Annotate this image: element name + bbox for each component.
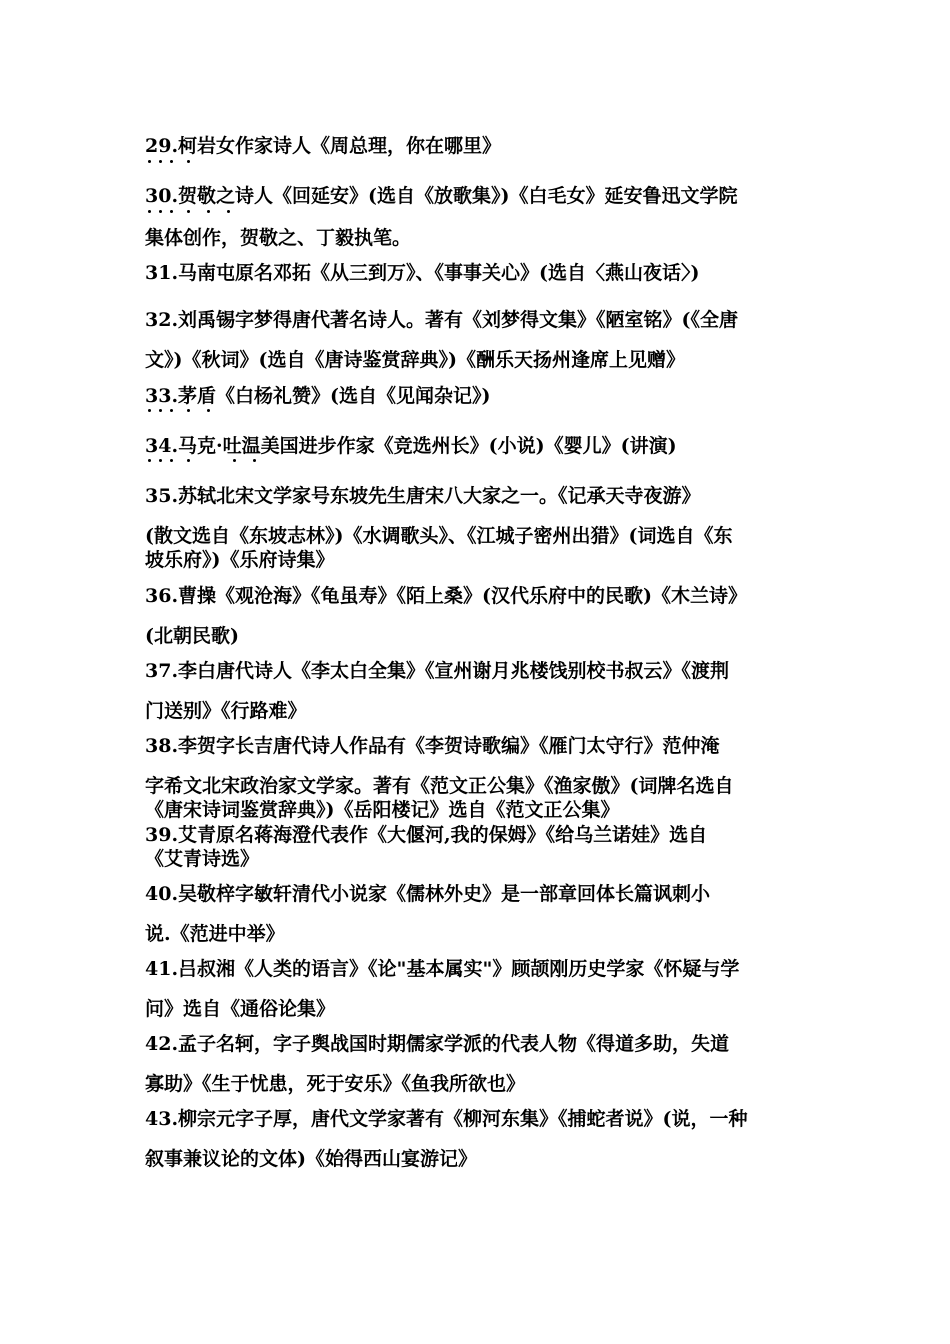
entry-32: 32.刘禹锡字梦得唐代著名诗人。著有《刘梦得文集》《陋室铭》(《全唐	[145, 309, 739, 331]
entry-35: 35.苏轼北宋文学家号东坡先生唐宋八大家之一。《记承天寺夜游》	[145, 485, 701, 507]
entry-29: 29.柯岩女作家诗人《周总理，你在哪里》	[145, 135, 502, 157]
entry-39-cont: 《艾青诗选》	[145, 848, 260, 870]
entry-38-cont: 《唐宋诗词鉴赏辞典》)《岳阳楼记》选自《范文正公集》	[145, 799, 620, 821]
entry-35-cont: 坡乐府》)《乐府诗集》	[145, 549, 335, 571]
entry-40-cont: 说.《范进中举》	[145, 923, 285, 945]
emphasis-dots	[145, 409, 345, 417]
entry-41-cont: 问》选自《通俗论集》	[145, 998, 336, 1020]
entry-43-cont: 叙事兼议论的文体)《始得西山宴游记》	[145, 1148, 477, 1170]
entry-36-cont: (北朝民歌)	[145, 625, 239, 647]
entry-42: 42.孟子名轲，字子舆战国时期儒家学派的代表人物《得道多助，失道	[145, 1033, 730, 1055]
entry-31: 31.马南屯原名邓拓《从三到万》、《事事关心》(选自〈燕山夜话〉)	[145, 262, 700, 284]
entry-38-cont: 字希文北宋政治家文学家。著有《范文正公集》《渔家傲》(词牌名选自	[145, 775, 734, 797]
entry-37: 37.李白唐代诗人《李太白全集》《宣州谢月兆楼饯别校书叔云》《渡荆	[145, 660, 730, 682]
emphasis-dots	[145, 210, 345, 218]
entry-43: 43.柳宗元字子厚，唐代文学家著有《柳河东集》《捕蛇者说》(说，一种	[145, 1108, 748, 1130]
entry-30: 30.贺敬之诗人《回延安》(选自《放歌集》)《白毛女》延安鲁迅文学院	[145, 185, 738, 207]
entry-30-cont: 集体创作，贺敬之、丁毅执笔。	[145, 227, 412, 249]
entry-35-cont: (散文选自《东坡志林》)《水调歌头》、《江城子密州出猎》(词选自《东	[145, 525, 733, 547]
entry-41: 41.吕叔湘《人类的语言》《论"基本属实"》顾颉刚历史学家《怀疑与学	[145, 958, 740, 980]
entry-32-cont: 文》)《秋词》(选自《唐诗鉴赏辞典》)《酬乐天扬州逢席上见赠》	[145, 349, 685, 371]
entry-40: 40.吴敬梓字敏轩清代小说家《儒林外史》是一部章回体长篇讽刺小	[145, 883, 711, 905]
emphasis-dots	[145, 160, 345, 168]
entry-42-cont: 寡助》《生于忧患，死于安乐》《鱼我所欲也》	[145, 1073, 526, 1095]
entry-33: 33.茅盾《白杨礼赞》(选自《见闻杂记》)	[145, 385, 491, 407]
entry-34: 34.马克·吐温美国进步作家《竞选州长》(小说)《婴儿》(讲演)	[145, 435, 677, 457]
emphasis-dots	[145, 459, 345, 467]
entry-38: 38.李贺字长吉唐代诗人作品有《李贺诗歌编》《雁门太守行》范仲淹	[145, 735, 720, 757]
entry-37-cont: 门送别》《行路难》	[145, 700, 307, 722]
entry-39: 39.艾青原名蒋海澄代表作《大偃河,我的保姆》《给乌兰诺娃》选自	[145, 824, 708, 846]
entry-36: 36.曹操《观沧海》《龟虽寿》《陌上桑》(汉代乐府中的民歌)《木兰诗》	[145, 585, 748, 607]
